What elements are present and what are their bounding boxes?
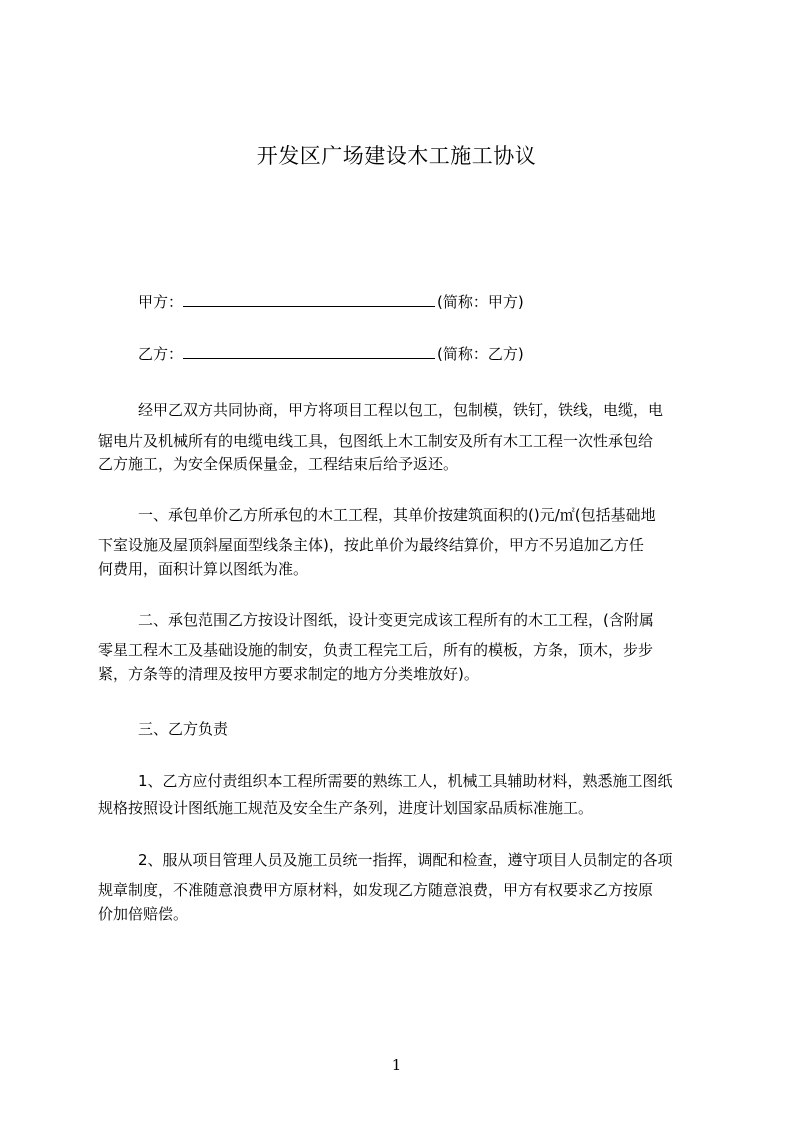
party-b-label: 乙方：: [138, 345, 184, 363]
item-2-line: 价加倍赔偿。: [98, 905, 189, 923]
item-1-line: 1、乙方应付责组织本工程所需要的熟练工人，机械工具辅助材料，熟悉施工图纸: [138, 772, 673, 790]
party-a-line: [138, 286, 524, 318]
item-2-line: 规章制度，不准随意浪费甲方原材料，如发现乙方随意浪费，甲方有权要求乙方按原: [98, 881, 654, 899]
item-1-line: 规格按照设计图纸施工规范及安全生产条列，进度计划国家品质标准施工。: [98, 799, 594, 817]
party-a-label: 甲方：: [138, 293, 184, 311]
party-b-line: [138, 338, 524, 370]
section-1-line: 下室设施及屋顶斜屋面型线条主体)，按此单价为最终结算价，甲方不另追加乙方任: [98, 536, 644, 554]
section-1-line: 一、承包单价乙方所承包的木工工程，其单价按建筑面积的()元/㎡(包括基础地: [138, 506, 656, 524]
section-2-line: 零星工程木工及基础设施的制安，负责工程完工后，所有的模板，方条，顶木，步步: [98, 641, 654, 659]
document-title: 开发区广场建设木工施工协议: [256, 144, 537, 168]
intro-line: 乙方施工，为安全保质保量金，工程结束后给予返还。: [98, 455, 459, 473]
section-2-line: 紧，方条等的清理及按甲方要求制定的地方分类堆放好)。: [98, 665, 479, 683]
intro-line: 锯电片及机械所有的电缆电线工具，包图纸上木工制安及所有木工工程一次性承包给: [98, 432, 654, 450]
party-a-note: (简称：甲方): [437, 293, 524, 311]
page-number: 1: [391, 1056, 402, 1074]
party-b-note: (简称：乙方): [437, 345, 524, 363]
party-b-blank: [183, 339, 435, 359]
party-a-blank: [183, 287, 435, 307]
section-3-heading: 三、乙方负责: [138, 720, 229, 738]
item-2-line: 2、服从项目管理人员及施工员统一指挥，调配和检查，遵守项目人员制定的各项: [138, 851, 673, 869]
section-1-line: 何费用，面积计算以图纸为准。: [98, 560, 309, 578]
section-2-line: 二、承包范围乙方按设计图纸，设计变更完成该工程所有的木工工程，(含附属: [138, 611, 654, 629]
intro-line: 经甲乙双方共同协商，甲方将项目工程以包工，包制模，铁钉，铁线，电缆，电: [138, 401, 664, 419]
